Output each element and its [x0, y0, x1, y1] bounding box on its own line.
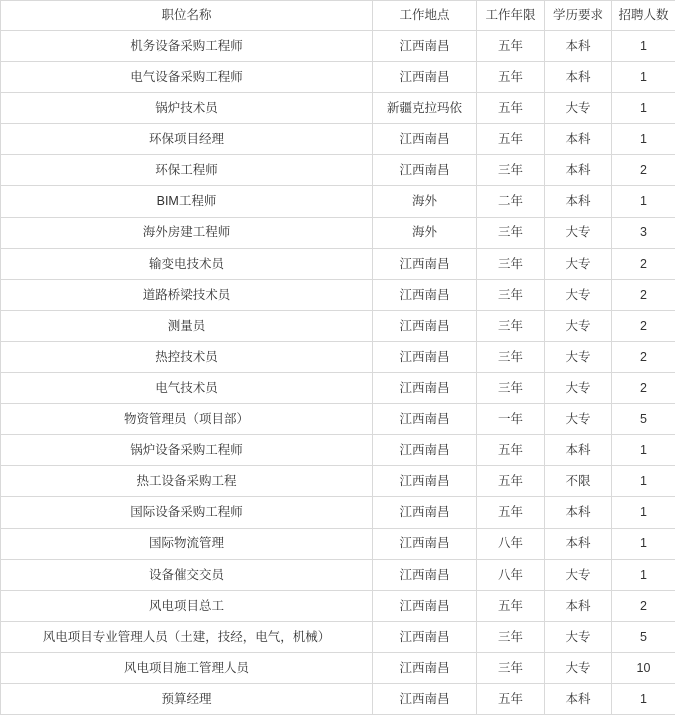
table-row — [1, 217, 675, 248]
cell-position-name: 物资管理员（项目部） — [1, 404, 373, 435]
column-header-work-years: 工作年限 — [477, 1, 545, 31]
table-row — [1, 341, 675, 372]
cell-work-location: 江西南昌 — [373, 435, 477, 466]
cell-work-location: 江西南昌 — [373, 497, 477, 528]
cell-headcount: 1 — [612, 466, 675, 497]
cell-work-years: 五年 — [477, 466, 545, 497]
cell-work-location: 新疆克拉玛依 — [373, 93, 477, 124]
cell-work-location: 江西南昌 — [373, 652, 477, 683]
cell-headcount: 1 — [612, 435, 675, 466]
cell-work-location: 江西南昌 — [373, 621, 477, 652]
cell-education: 大专 — [545, 652, 612, 683]
column-header-work-location: 工作地点 — [373, 1, 477, 31]
cell-work-location: 江西南昌 — [373, 404, 477, 435]
cell-work-years: 三年 — [477, 310, 545, 341]
cell-work-years: 八年 — [477, 559, 545, 590]
cell-education: 大专 — [545, 217, 612, 248]
cell-position-name: 锅炉技术员 — [1, 93, 373, 124]
cell-headcount: 1 — [612, 93, 675, 124]
cell-work-years: 三年 — [477, 341, 545, 372]
cell-education: 本科 — [545, 590, 612, 621]
column-header-headcount: 招聘人数 — [612, 1, 675, 31]
cell-position-name: 海外房建工程师 — [1, 217, 373, 248]
table-row — [1, 590, 675, 621]
cell-work-years: 三年 — [477, 652, 545, 683]
table-body — [1, 31, 675, 715]
cell-education: 大专 — [545, 248, 612, 279]
cell-education: 大专 — [545, 404, 612, 435]
cell-work-years: 三年 — [477, 248, 545, 279]
cell-education: 本科 — [545, 124, 612, 155]
table-row — [1, 248, 675, 279]
cell-headcount: 2 — [612, 590, 675, 621]
cell-education: 本科 — [545, 435, 612, 466]
cell-work-location: 江西南昌 — [373, 310, 477, 341]
cell-headcount: 1 — [612, 528, 675, 559]
cell-position-name: 热工设备采购工程 — [1, 466, 373, 497]
cell-headcount: 1 — [612, 497, 675, 528]
cell-work-years: 五年 — [477, 497, 545, 528]
cell-position-name: 环保项目经理 — [1, 124, 373, 155]
cell-position-name: 机务设备采购工程师 — [1, 31, 373, 62]
cell-work-location: 江西南昌 — [373, 279, 477, 310]
table-row — [1, 497, 675, 528]
cell-work-years: 五年 — [477, 124, 545, 155]
cell-headcount: 2 — [612, 248, 675, 279]
cell-position-name: 测量员 — [1, 310, 373, 341]
cell-headcount: 1 — [612, 31, 675, 62]
table-row — [1, 435, 675, 466]
table-row — [1, 652, 675, 683]
table-row — [1, 310, 675, 341]
cell-work-years: 三年 — [477, 217, 545, 248]
cell-work-location: 海外 — [373, 186, 477, 217]
cell-education: 大专 — [545, 559, 612, 590]
cell-work-years: 五年 — [477, 435, 545, 466]
table-row — [1, 528, 675, 559]
table-row — [1, 62, 675, 93]
cell-position-name: 输变电技术员 — [1, 248, 373, 279]
cell-work-years: 一年 — [477, 404, 545, 435]
cell-position-name: 国际物流管理 — [1, 528, 373, 559]
cell-work-years: 三年 — [477, 373, 545, 404]
cell-position-name: 锅炉设备采购工程师 — [1, 435, 373, 466]
cell-education: 本科 — [545, 186, 612, 217]
cell-headcount: 1 — [612, 559, 675, 590]
cell-education: 本科 — [545, 155, 612, 186]
cell-education: 本科 — [545, 528, 612, 559]
table-row — [1, 683, 675, 714]
cell-position-name: 预算经理 — [1, 683, 373, 714]
cell-work-years: 五年 — [477, 590, 545, 621]
cell-position-name: 风电项目专业管理人员（土建，技经，电气，机械） — [1, 621, 373, 652]
cell-work-years: 五年 — [477, 62, 545, 93]
cell-work-location: 江西南昌 — [373, 341, 477, 372]
column-header-position-name: 职位名称 — [1, 1, 373, 31]
cell-position-name: 风电项目施工管理人员 — [1, 652, 373, 683]
cell-work-location: 江西南昌 — [373, 62, 477, 93]
cell-work-location: 江西南昌 — [373, 466, 477, 497]
table-row — [1, 124, 675, 155]
cell-position-name: 国际设备采购工程师 — [1, 497, 373, 528]
cell-headcount: 2 — [612, 279, 675, 310]
cell-education: 大专 — [545, 373, 612, 404]
cell-education: 大专 — [545, 279, 612, 310]
cell-position-name: 电气技术员 — [1, 373, 373, 404]
cell-headcount: 1 — [612, 186, 675, 217]
cell-work-years: 二年 — [477, 186, 545, 217]
cell-work-location: 江西南昌 — [373, 528, 477, 559]
cell-work-location: 江西南昌 — [373, 124, 477, 155]
cell-headcount: 10 — [612, 652, 675, 683]
table-row — [1, 373, 675, 404]
cell-work-years: 三年 — [477, 155, 545, 186]
cell-education: 不限 — [545, 466, 612, 497]
cell-position-name: 道路桥梁技术员 — [1, 279, 373, 310]
cell-work-years: 五年 — [477, 683, 545, 714]
table-row — [1, 559, 675, 590]
cell-work-location: 江西南昌 — [373, 248, 477, 279]
cell-position-name: 设备催交交员 — [1, 559, 373, 590]
cell-education: 本科 — [545, 683, 612, 714]
cell-education: 本科 — [545, 31, 612, 62]
cell-headcount: 5 — [612, 621, 675, 652]
cell-position-name: 环保工程师 — [1, 155, 373, 186]
table-header — [1, 1, 675, 31]
table-row — [1, 93, 675, 124]
cell-headcount: 2 — [612, 155, 675, 186]
table-row — [1, 155, 675, 186]
table-row — [1, 466, 675, 497]
cell-position-name: 风电项目总工 — [1, 590, 373, 621]
cell-work-location: 江西南昌 — [373, 683, 477, 714]
cell-education: 大专 — [545, 621, 612, 652]
cell-work-location: 江西南昌 — [373, 590, 477, 621]
cell-education: 大专 — [545, 310, 612, 341]
cell-headcount: 1 — [612, 124, 675, 155]
cell-position-name: 热控技术员 — [1, 341, 373, 372]
table-row — [1, 31, 675, 62]
cell-position-name: 电气设备采购工程师 — [1, 62, 373, 93]
cell-work-years: 八年 — [477, 528, 545, 559]
table-row — [1, 186, 675, 217]
table-row — [1, 621, 675, 652]
table-row — [1, 279, 675, 310]
table-row — [1, 404, 675, 435]
column-header-education: 学历要求 — [545, 1, 612, 31]
cell-headcount: 2 — [612, 341, 675, 372]
cell-work-location: 海外 — [373, 217, 477, 248]
cell-education: 大专 — [545, 93, 612, 124]
cell-work-location: 江西南昌 — [373, 559, 477, 590]
table-header-row — [1, 1, 675, 31]
cell-work-location: 江西南昌 — [373, 155, 477, 186]
cell-work-years: 五年 — [477, 31, 545, 62]
cell-position-name: BIM工程师 — [1, 186, 373, 217]
cell-education: 大专 — [545, 341, 612, 372]
cell-work-location: 江西南昌 — [373, 31, 477, 62]
cell-education: 本科 — [545, 497, 612, 528]
cell-headcount: 2 — [612, 373, 675, 404]
cell-work-years: 三年 — [477, 279, 545, 310]
cell-headcount: 3 — [612, 217, 675, 248]
cell-work-years: 三年 — [477, 621, 545, 652]
cell-work-years: 五年 — [477, 93, 545, 124]
cell-work-location: 江西南昌 — [373, 373, 477, 404]
cell-education: 本科 — [545, 62, 612, 93]
cell-headcount: 1 — [612, 683, 675, 714]
cell-headcount: 5 — [612, 404, 675, 435]
cell-headcount: 1 — [612, 62, 675, 93]
cell-headcount: 2 — [612, 310, 675, 341]
